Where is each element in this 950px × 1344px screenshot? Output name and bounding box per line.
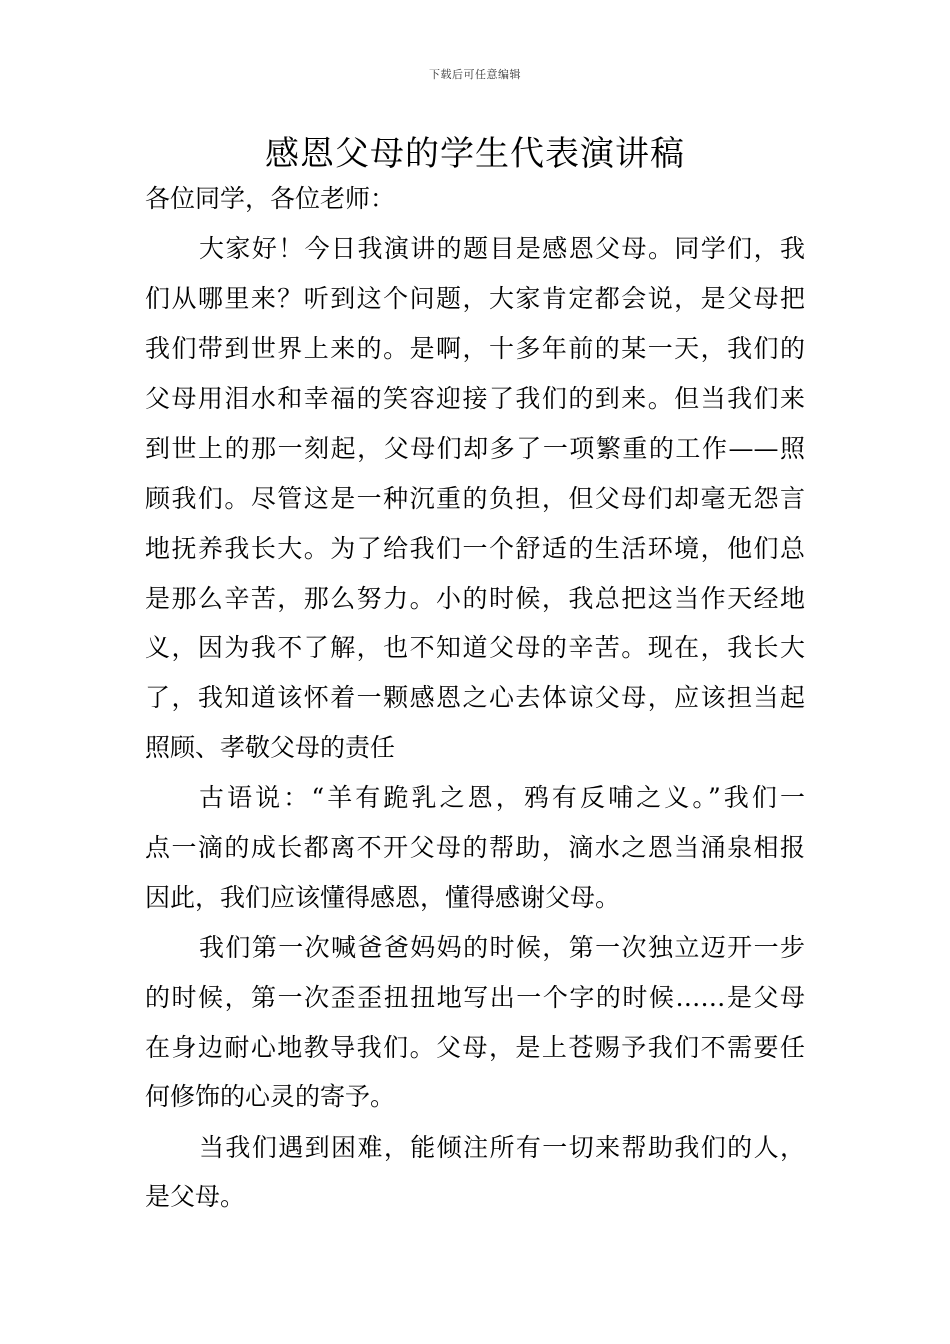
text-line: 父母用泪水和幸福的笑容迎接了我们的到来。但当我们来 bbox=[145, 384, 805, 413]
salutation: 各位同学，各位老师： bbox=[145, 184, 396, 213]
text-line: 何修饰的心灵的寄予。 bbox=[145, 1082, 396, 1111]
text-line: 照顾、孝敬父母的责任 bbox=[145, 733, 396, 762]
text-line: 点一滴的成长都离不开父母的帮助，滴水之恩当涌泉相报 bbox=[145, 833, 805, 862]
document-title: 感恩父母的学生代表演讲稿 bbox=[265, 134, 685, 174]
text-line: 的时候，第一次歪歪扭扭地写出一个字的时候……是父母 bbox=[145, 983, 805, 1012]
text-line: 了，我知道该怀着一颗感恩之心去体谅父母，应该担当起 bbox=[145, 683, 805, 712]
text-line: 因此，我们应该懂得感恩，懂得感谢父母。 bbox=[145, 883, 621, 912]
text-line: 当我们遇到困难，能倾注所有一切来帮助我们的人， bbox=[199, 1133, 805, 1162]
text-line: 们从哪里来？听到这个问题，大家肯定都会说，是父母把 bbox=[145, 284, 805, 313]
text-line: 古语说：“羊有跪乳之恩，鸦有反哺之义。”我们一 bbox=[199, 783, 805, 812]
text-line: 我们第一次喊爸爸妈妈的时候，第一次独立迈开一步 bbox=[199, 933, 805, 962]
text-line: 到世上的那一刻起，父母们却多了一项繁重的工作——照 bbox=[145, 434, 805, 463]
text-line: 义，因为我不了解，也不知道父母的辛苦。现在，我长大 bbox=[145, 633, 805, 662]
download-note: 下载后可任意编辑 bbox=[429, 68, 521, 81]
text-line: 地抚养我长大。为了给我们一个舒适的生活环境，他们总 bbox=[145, 534, 805, 563]
text-line: 顾我们。尽管这是一种沉重的负担，但父母们却毫无怨言 bbox=[145, 484, 805, 513]
text-line: 是父母。 bbox=[145, 1182, 246, 1211]
text-line: 大家好！今日我演讲的题目是感恩父母。同学们，我 bbox=[199, 234, 805, 263]
text-line: 我们带到世界上来的。是啊，十多年前的某一天，我们的 bbox=[145, 334, 805, 363]
text-line: 在身边耐心地教导我们。父母，是上苍赐予我们不需要任 bbox=[145, 1033, 805, 1062]
text-line: 是那么辛苦，那么努力。小的时候，我总把这当作天经地 bbox=[145, 584, 805, 613]
